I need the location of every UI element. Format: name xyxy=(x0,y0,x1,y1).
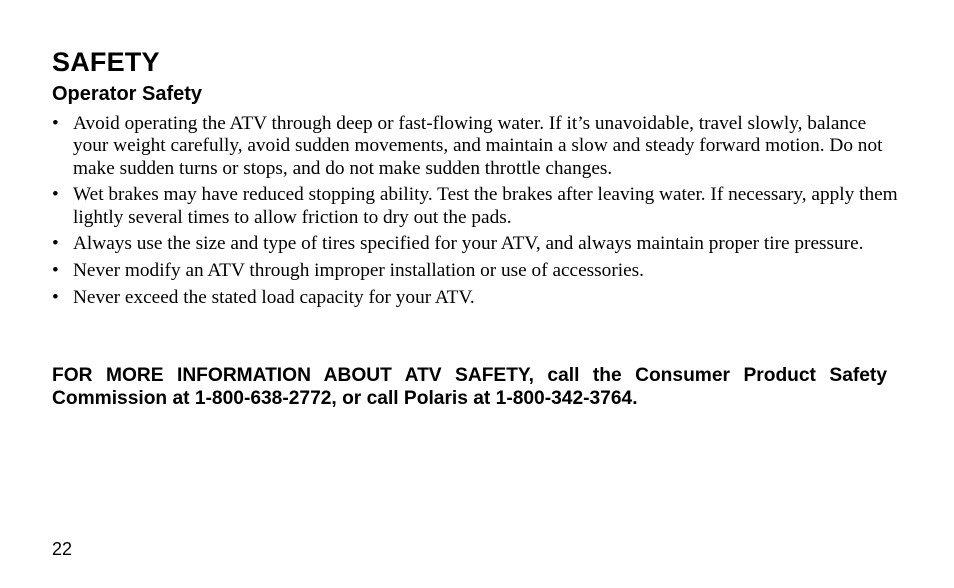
bullet-marker: • xyxy=(52,287,59,309)
section-title: SAFETY xyxy=(52,47,160,77)
bullet-item xyxy=(52,260,902,282)
bullet-text: Always use the size and type of tires specified for your ATV, and always maintain proper tire pressure. xyxy=(73,233,864,255)
safety-bullet-list xyxy=(52,113,902,314)
bullet-item xyxy=(52,233,902,255)
bullet-item xyxy=(52,184,902,229)
subsection-title: Operator Safety xyxy=(52,83,203,105)
bullet-text: Avoid operating the ATV through deep or fast-flowing water. If it’s unavoidable, travel slowly, balance your weight carefully, avoid sudden movements, and maintain a slow and steady forward motion. Do not make sudden turns or stops, and do not make sudden throttle changes. xyxy=(73,113,883,179)
bullet-marker: • xyxy=(52,260,59,282)
bullet-text: Never modify an ATV through improper installation or use of accessories. xyxy=(73,260,644,282)
bullet-marker: • xyxy=(52,113,59,134)
page-number: 22 xyxy=(52,539,73,559)
bullet-marker: • xyxy=(52,233,59,255)
bullet-item xyxy=(52,113,902,180)
more-information-paragraph: FOR MORE INFORMATION ABOUT ATV SAFETY, call the Consumer Product Safety Commission at 1-800-638-2772, or call Polaris at 1-800-342-3764. xyxy=(52,365,887,409)
bullet-item xyxy=(52,287,902,309)
bullet-marker: • xyxy=(52,184,59,206)
bullet-text: Never exceed the stated load capacity for your ATV. xyxy=(73,287,475,309)
bullet-text: Wet brakes may have reduced stopping ability. Test the brakes after leaving water. If necessary, apply them lightly several times to allow friction to dry out the pads. xyxy=(73,184,898,228)
